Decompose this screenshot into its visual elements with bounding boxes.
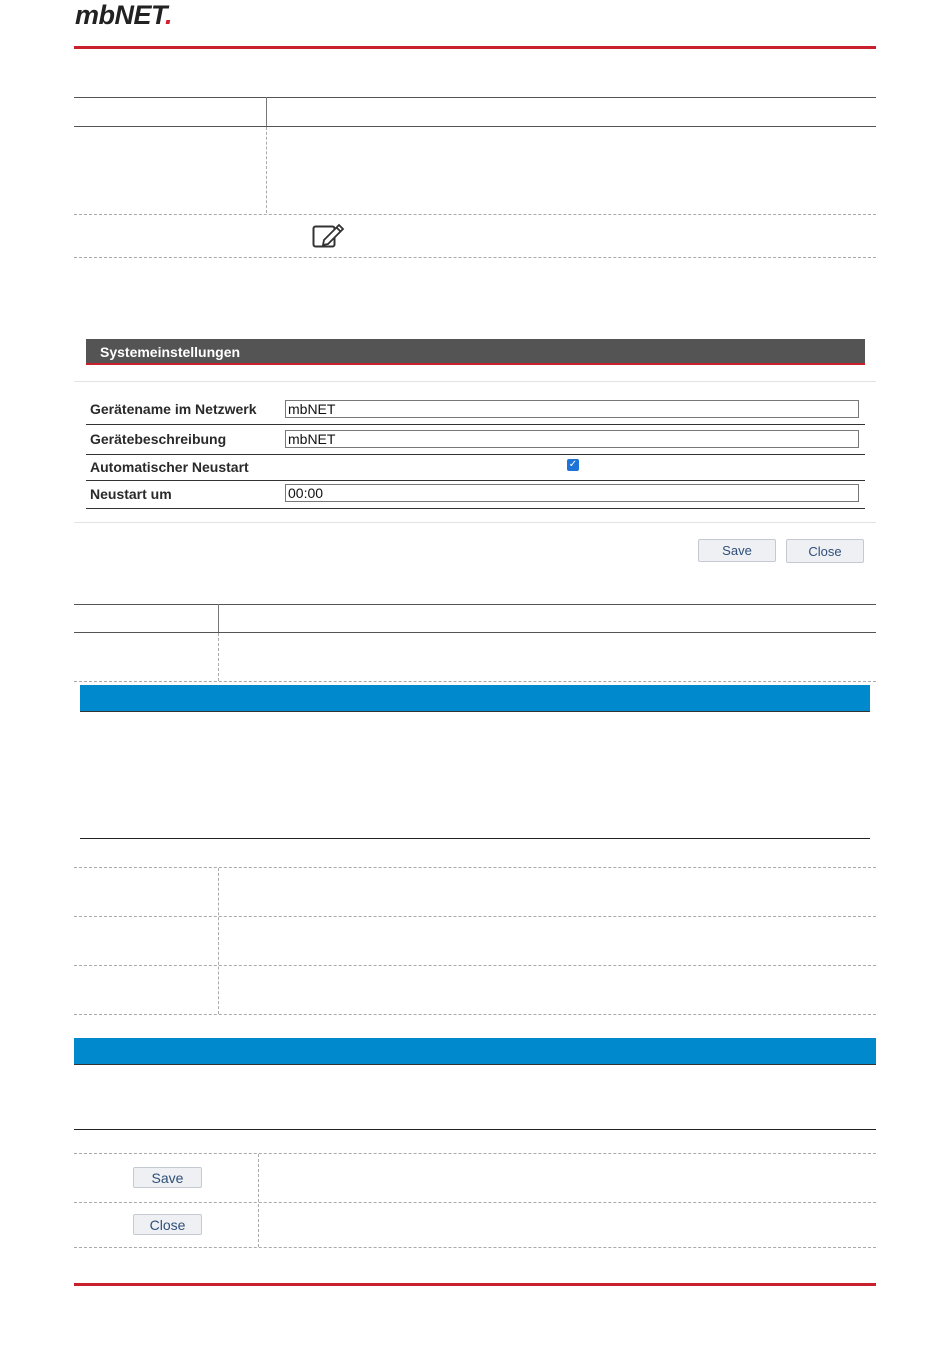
section-bar <box>80 685 870 711</box>
logo-dot: . <box>165 0 173 30</box>
auto-restart-label: Automatischer Neustart <box>90 459 249 475</box>
table1-header-divider <box>266 97 267 126</box>
footer-rule <box>74 1283 876 1286</box>
dialog-title: Systemeinstellungen <box>86 339 865 365</box>
section-bar-underline <box>80 711 870 712</box>
form-row-restart-time <box>86 481 865 509</box>
section-bar-underline <box>74 1064 876 1065</box>
device-description-input[interactable] <box>285 430 859 448</box>
logo-text: mbNET <box>75 0 165 30</box>
table3-bottom-rule <box>74 1014 876 1015</box>
table1-header-rule <box>74 126 876 127</box>
table3-row-rule-2 <box>74 916 876 917</box>
table1-top-rule <box>74 97 876 98</box>
table2-bottom-rule <box>74 681 876 682</box>
table2-col-divider <box>218 633 219 681</box>
edit-pencil-icon[interactable] <box>312 222 346 250</box>
restart-time-input[interactable] <box>285 484 859 502</box>
table2-header-rule <box>74 632 876 633</box>
brand-logo <box>75 0 172 31</box>
table1-col-divider <box>266 127 267 213</box>
checkmark-icon: ✓ <box>568 459 578 470</box>
table4-row-rule-2 <box>74 1202 876 1203</box>
table4-bottom-rule <box>74 1247 876 1248</box>
table3-row-rule-1 <box>74 867 876 868</box>
device-description-label: Gerätebeschreibung <box>90 431 227 447</box>
table2-header-divider <box>218 604 219 632</box>
close-button[interactable]: Close <box>133 1214 202 1235</box>
table2-top-rule <box>74 604 876 605</box>
table4-col-divider <box>258 1154 259 1247</box>
table3-top-rule <box>80 838 870 839</box>
table1-row-rule <box>74 214 876 215</box>
dialog-close-button[interactable]: Close <box>786 539 864 563</box>
auto-restart-checkbox[interactable] <box>567 459 579 471</box>
table3-col-divider <box>218 868 219 1014</box>
device-name-label: Gerätename im Netzwerk <box>90 401 257 417</box>
section-bar <box>74 1038 876 1064</box>
form-row-device-description <box>86 425 865 455</box>
table4-top-rule <box>74 1129 876 1130</box>
form-row-device-name <box>86 395 865 425</box>
restart-time-label: Neustart um <box>90 486 172 502</box>
dialog-save-button[interactable]: Save <box>698 539 776 562</box>
table4-row-rule-1 <box>74 1153 876 1154</box>
table1-bottom-rule <box>74 257 876 258</box>
table3-row-rule-3 <box>74 965 876 966</box>
form-row-auto-restart <box>86 455 865 481</box>
save-button[interactable]: Save <box>133 1167 202 1188</box>
header-rule <box>74 46 876 49</box>
device-name-input[interactable] <box>285 400 859 418</box>
